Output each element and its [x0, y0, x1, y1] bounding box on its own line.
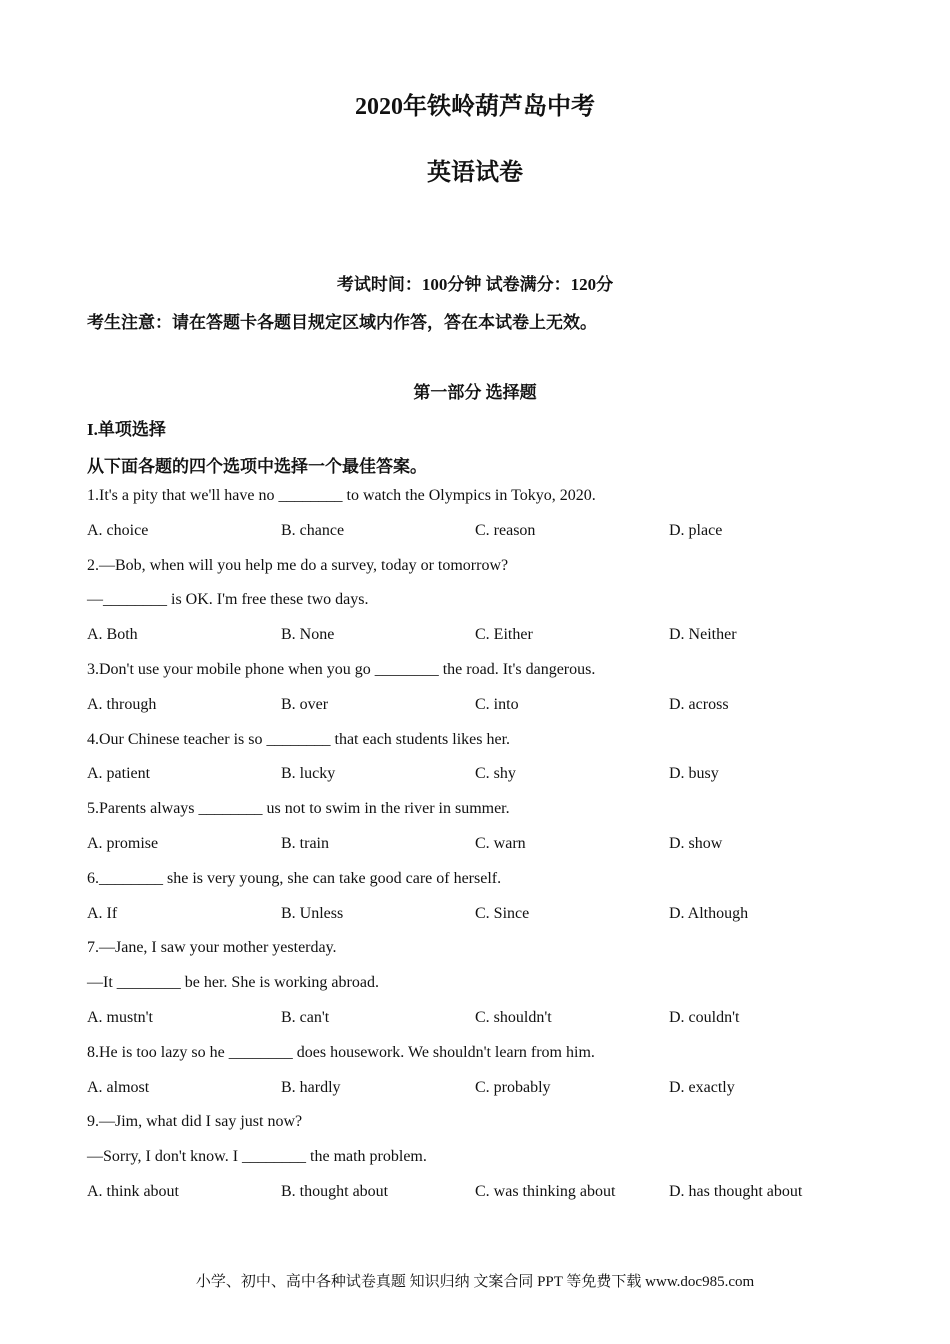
answer-option: B. over: [281, 695, 329, 713]
answer-option: D. exactly: [669, 1078, 735, 1096]
question-line: 2.—Bob, when will you help me do a survey, today or tomorrow?: [87, 556, 509, 574]
answer-option: B. Unless: [281, 904, 344, 922]
exam-info: 考试时间：100分钟 试卷满分：120分: [336, 275, 614, 294]
answer-option: A. If: [87, 904, 118, 922]
question-line: 8.He is too lazy so he ________ does housework. We shouldn't learn from him.: [87, 1043, 595, 1061]
question-line: 3.Don't use your mobile phone when you go ________ the road. It's dangerous.: [87, 661, 596, 678]
question-line: 9.—Jim, what did I say just now?: [87, 1113, 303, 1131]
answer-option: B. thought about: [281, 1183, 389, 1200]
answer-option: A. patient: [87, 765, 151, 783]
answer-option: C. Since: [475, 904, 530, 922]
answer-option: D. couldn't: [669, 1009, 740, 1026]
answer-option: A. Both: [87, 626, 138, 644]
answer-option: B. chance: [281, 521, 345, 539]
answer-option: A. choice: [87, 521, 149, 539]
question-line: 7.—Jane, I saw your mother yesterday.: [87, 939, 337, 957]
answer-option: D. place: [669, 521, 723, 539]
exam-title: 2020年铁岭葫芦岛中考: [355, 94, 595, 120]
question-line: —It ________ be her. She is working abroad.: [87, 974, 379, 992]
answer-option: A. almost: [87, 1078, 150, 1096]
question-line: 5.Parents always ________ us not to swim in the river in summer.: [87, 800, 510, 818]
question-line: 1.It's a pity that we'll have no ________ to watch the Olympics in Tokyo, 2020.: [87, 487, 596, 504]
answer-option: B. lucky: [281, 765, 336, 783]
answer-option: B. hardly: [281, 1078, 341, 1096]
question-line: 4.Our Chinese teacher is so ________ that each students likes her.: [87, 730, 511, 748]
answer-option: C. shy: [475, 765, 516, 783]
page-footer: 小学、初中、高中各种试卷真题 知识归纳 文案合同 PPT 等免费下载 www.doc985.com: [195, 1274, 755, 1290]
answer-option: D. Although: [669, 904, 749, 922]
exam-notice: 考生注意：请在答题卡各题目规定区域内作答，答在本试卷上无效。: [87, 313, 597, 332]
answer-option: C. Either: [475, 626, 533, 644]
question-line: —Sorry, I don't know. I ________ the math problem.: [87, 1148, 427, 1166]
answer-option: C. shouldn't: [475, 1009, 552, 1026]
answer-option: D. busy: [669, 765, 719, 783]
part-title: 第一部分 选择题: [413, 383, 537, 402]
answer-option: A. promise: [87, 835, 159, 852]
answer-option: C. warn: [475, 835, 526, 852]
answer-option: C. probably: [475, 1078, 551, 1096]
answer-option: A. think about: [87, 1183, 179, 1200]
section-instruction: 从下面各题的四个选项中选择一个最佳答案。: [87, 457, 427, 476]
answer-option: D. has thought about: [669, 1183, 803, 1200]
answer-option: C. into: [475, 695, 519, 713]
answer-option: C. was thinking about: [475, 1183, 616, 1200]
question-line: —________ is OK. I'm free these two days.: [87, 591, 369, 609]
answer-option: D. across: [669, 695, 729, 713]
exam-subtitle: 英语试卷: [427, 160, 523, 186]
answer-option: B. can't: [281, 1009, 330, 1026]
answer-option: B. train: [281, 835, 329, 852]
answer-option: D. show: [669, 835, 723, 852]
answer-option: A. through: [87, 695, 157, 713]
answer-option: C. reason: [475, 521, 536, 539]
answer-option: B. None: [281, 626, 335, 644]
section-heading: I.单项选择: [87, 420, 166, 439]
question-line: 6.________ she is very young, she can take good care of herself.: [87, 869, 502, 887]
answer-option: D. Neither: [669, 626, 737, 644]
answer-option: A. mustn't: [87, 1009, 153, 1026]
